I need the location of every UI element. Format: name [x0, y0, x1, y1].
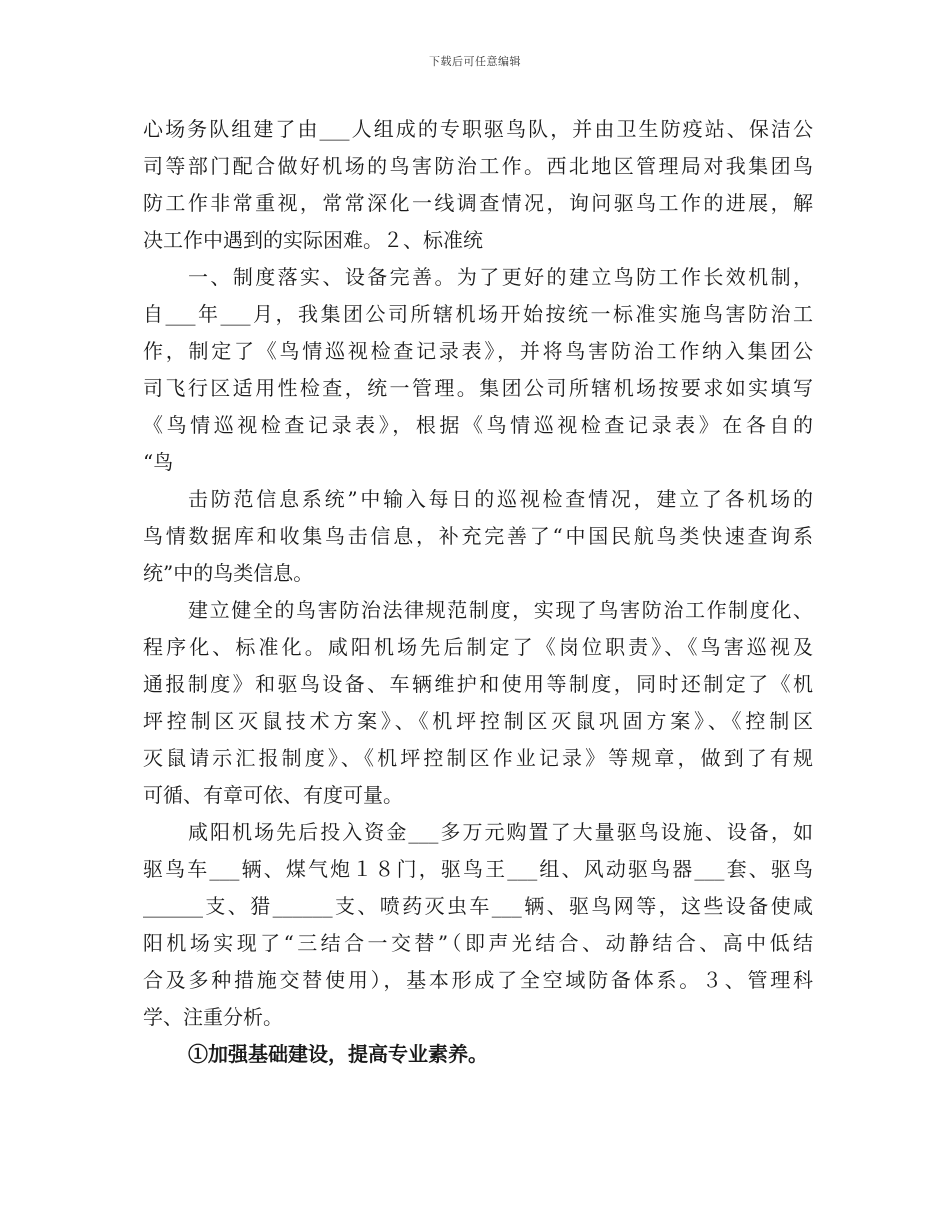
text-line: 一、制度落实、设备完善。为了更好的建立鸟防工作长效机制， [188, 265, 813, 289]
text-line: 《鸟情巡视检查记录表》，根据《鸟情巡视检查记录表》在各自的 [143, 413, 813, 437]
text-line: 程序化、标准化。咸阳机场先后制定了《岗位职责》、《鸟害巡视及 [143, 635, 813, 659]
text-line: 阳机场实现了“三结合一交替”（即声光结合、动静结合、高中低结 [143, 931, 813, 955]
text-line: 鸟情数据库和收集鸟击信息，补充完善了“中国民航鸟类快速查询系 [143, 524, 813, 548]
text-line: 决工作中遇到的实际困难。２、标准统 [143, 228, 483, 252]
paragraph [143, 259, 813, 481]
text-line: 击防范信息系统”中输入每日的巡视检查情况，建立了各机场的 [188, 487, 813, 511]
text-line: 通报制度》和驱鸟设备、车辆维护和使用等制度，同时还制定了《机 [143, 672, 813, 696]
text-line: 可循、有章可依、有度可量。 [143, 783, 403, 807]
text-line: 防工作非常重视，常常深化一线调查情况，询问驱鸟工作的进展，解 [143, 191, 813, 215]
text-line: 坪控制区灭鼠技术方案》、《机坪控制区灭鼠巩固方案》、《控制区 [143, 709, 813, 733]
text-line: 司飞行区适用性检查，统一管理。集团公司所辖机场按要求如实填写 [143, 376, 813, 400]
page-header: 下载后可任意编辑 [429, 55, 521, 68]
section-heading [143, 1036, 813, 1073]
paragraph [143, 481, 813, 592]
text-line: 建立健全的鸟害防治法律规范制度，实现了鸟害防治工作制度化、 [188, 598, 813, 622]
text-line: 作，制定了《鸟情巡视检查记录表》，并将鸟害防治工作纳入集团公 [143, 339, 813, 363]
paragraph [143, 592, 813, 814]
document-body [143, 111, 813, 1073]
text-line: 司等部门配合做好机场的鸟害防治工作。西北地区管理局对我集团鸟 [143, 154, 813, 178]
text-line: 心场务队组建了由___人组成的专职驱鸟队，并由卫生防疫站、保洁公 [143, 117, 813, 141]
text-line: 合及多种措施交替使用），基本形成了全空域防备体系。３、管理科 [143, 968, 813, 992]
paragraph [143, 111, 813, 259]
text-line: 驱鸟车___辆、煤气炮１８门，驱鸟王___组、风动驱鸟器___套、驱鸟 [143, 857, 813, 881]
text-line: 自___年___月，我集团公司所辖机场开始按统一标准实施鸟害防治工 [143, 302, 813, 326]
text-line: “鸟 [143, 450, 174, 474]
text-line: ______支、猎______支、喷药灭虫车___辆、驱鸟网等，这些设备使咸 [143, 894, 813, 918]
text-line: 咸阳机场先后投入资金___多万元购置了大量驱鸟设施、设备，如 [188, 820, 813, 844]
text-line: 统”中的鸟类信息。 [143, 561, 314, 585]
text-line: 灭鼠请示汇报制度》、《机坪控制区作业记录》等规章，做到了有规 [143, 746, 813, 770]
paragraph [143, 814, 813, 1036]
text-line: 学、注重分析。 [143, 1005, 283, 1029]
text-line: ①加强基础建设，提高专业素养。 [188, 1042, 488, 1066]
